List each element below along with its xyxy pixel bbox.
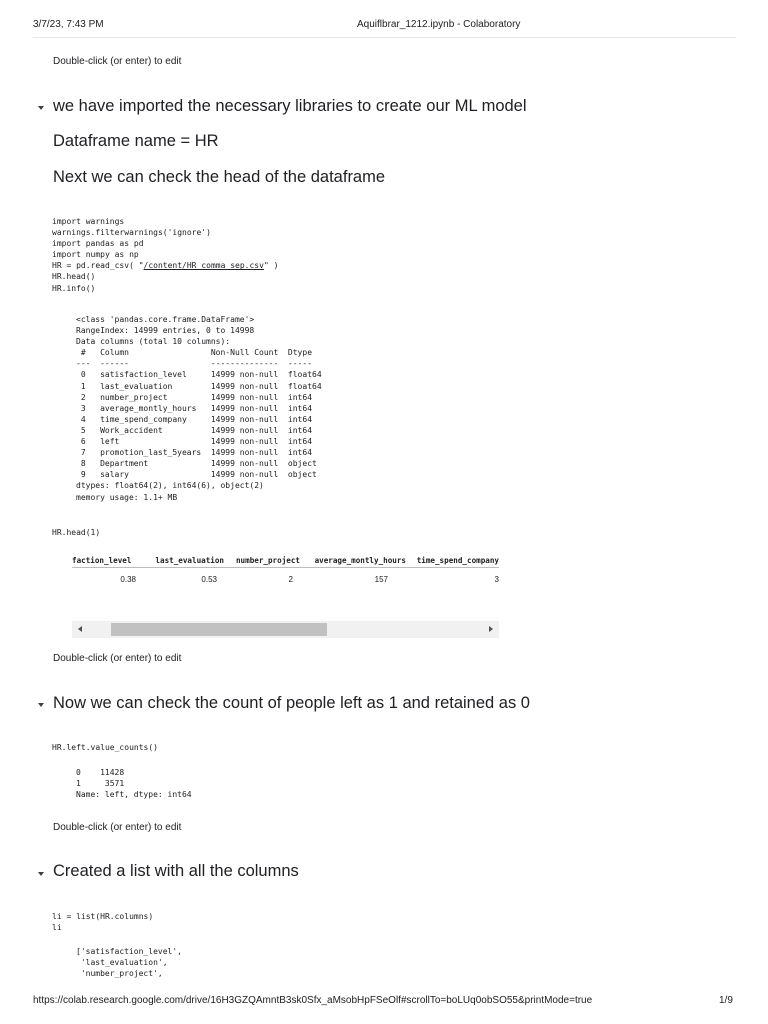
cell: 2	[288, 574, 293, 584]
output-line: ['satisfaction_level',	[76, 947, 182, 956]
print-datetime: 3/7/23, 7:43 PM	[33, 19, 104, 30]
chevron-down-icon[interactable]	[38, 703, 44, 707]
output-line: <class 'pandas.core.frame.DataFrame'>	[76, 315, 255, 324]
output-line: 'last_evaluation',	[76, 958, 168, 968]
code-line: li	[52, 923, 62, 933]
print-title: Aquiflbrar_1212.ipynb - Colaboratory	[357, 19, 521, 30]
info-output	[76, 314, 322, 503]
output-line: 9 salary 14999 non-null object	[76, 470, 322, 480]
col-header: number_project	[235, 555, 300, 565]
output-line: RangeIndex: 14999 entries, 0 to 14998	[76, 326, 255, 336]
output-line: 2 number_project 14999 non-null int64	[76, 392, 322, 402]
section-heading-libraries: we have imported the necessary libraries to create our ML model	[53, 97, 527, 115]
code-cell-imports[interactable]	[52, 216, 278, 294]
page-number: 1/9	[719, 995, 733, 1006]
table-row	[72, 568, 499, 590]
code-line: HR.head(1)	[52, 528, 101, 537]
col-header: average_montly_hours	[314, 555, 406, 565]
code-line: import numpy as np	[52, 250, 139, 260]
output-line: # Column Non-Null Count Dtype	[76, 348, 322, 358]
col-header: last_evaluation	[155, 555, 224, 565]
output-line: 6 left 14999 non-null int64	[76, 437, 322, 447]
value-counts-output	[76, 767, 192, 800]
arrow-right-icon[interactable]	[489, 626, 493, 632]
output-line: 0 satisfaction_level 14999 non-null float64	[76, 370, 322, 380]
col-header: faction_level	[72, 555, 132, 565]
output-line: 1 3571	[76, 779, 125, 789]
list-output	[76, 946, 182, 979]
output-line: 'number_project',	[76, 969, 163, 979]
code-line: HR.head()	[52, 272, 96, 282]
output-line: 5 Work_accident 14999 non-null int64	[76, 425, 322, 435]
code-cell-value-counts[interactable]	[52, 742, 158, 753]
output-line: 0 11428	[76, 768, 125, 777]
output-line: 3 average_montly_hours 14999 non-null int64	[76, 403, 322, 413]
code-line: HR.info()	[52, 283, 96, 293]
dataframe-output	[72, 553, 499, 593]
csv-path-link[interactable]: /content/HR_comma_sep.csv	[143, 261, 264, 271]
edit-hint-2[interactable]: Double-click (or enter) to edit	[53, 653, 182, 664]
code-line: " )	[263, 261, 279, 271]
chevron-down-icon[interactable]	[38, 106, 44, 110]
section-heading-left-count: Now we can check the count of people left as 1 and retained as 0	[53, 694, 530, 712]
dataframe-name-text: Dataframe name = HR	[53, 132, 219, 150]
code-line: import pandas as pd	[52, 239, 144, 249]
chevron-down-icon[interactable]	[38, 872, 44, 876]
cell: 3	[494, 574, 499, 584]
output-line: Name: left, dtype: int64	[76, 790, 192, 800]
dataframe-table	[72, 553, 499, 590]
output-line: dtypes: float64(2), int64(6), object(2)	[76, 481, 264, 491]
output-line: 1 last_evaluation 14999 non-null float64	[76, 381, 322, 391]
output-line: 4 time_spend_company 14999 non-null int64	[76, 414, 322, 424]
output-line: --- ------ -------------- -----	[76, 359, 322, 369]
code-line: HR.left.value_counts()	[52, 743, 158, 752]
output-line: 7 promotion_last_5years 14999 non-null int64	[76, 448, 322, 458]
scrollbar-thumb[interactable]	[111, 623, 327, 636]
col-header: time_spend_company	[416, 555, 499, 565]
cell: 0.38	[120, 574, 136, 584]
output-line: 8 Department 14999 non-null object	[76, 459, 322, 469]
edit-hint-3[interactable]: Double-click (or enter) to edit	[53, 822, 182, 833]
arrow-left-icon[interactable]	[78, 626, 82, 632]
code-line: li = list(HR.columns)	[52, 912, 154, 921]
print-url: https://colab.research.google.com/drive/16H3GZQAmntB3sk0Sfx_aMsobHpFSeOlf#scrollTo=boLUq0obSO55&printMode=true	[33, 994, 683, 1006]
output-line: memory usage: 1.1+ MB	[76, 492, 178, 502]
code-line: warnings.filterwarnings('ignore')	[52, 228, 211, 238]
output-line: Data columns (total 10 columns):	[76, 337, 231, 347]
code-line: HR = pd.read_csv( "	[52, 261, 144, 271]
dataframe-header-row	[72, 553, 499, 567]
cell: 157	[374, 574, 388, 584]
cell: 0.53	[201, 574, 217, 584]
code-cell-list[interactable]	[52, 911, 153, 933]
code-cell-head[interactable]	[52, 527, 100, 538]
header-divider	[33, 37, 736, 38]
check-head-text: Next we can check the head of the dataframe	[53, 168, 386, 186]
edit-hint-1[interactable]: Double-click (or enter) to edit	[53, 56, 182, 67]
section-heading-columns-list: Created a list with all the columns	[53, 862, 299, 880]
horizontal-scrollbar[interactable]	[72, 621, 499, 638]
code-line: import warnings	[52, 217, 125, 226]
